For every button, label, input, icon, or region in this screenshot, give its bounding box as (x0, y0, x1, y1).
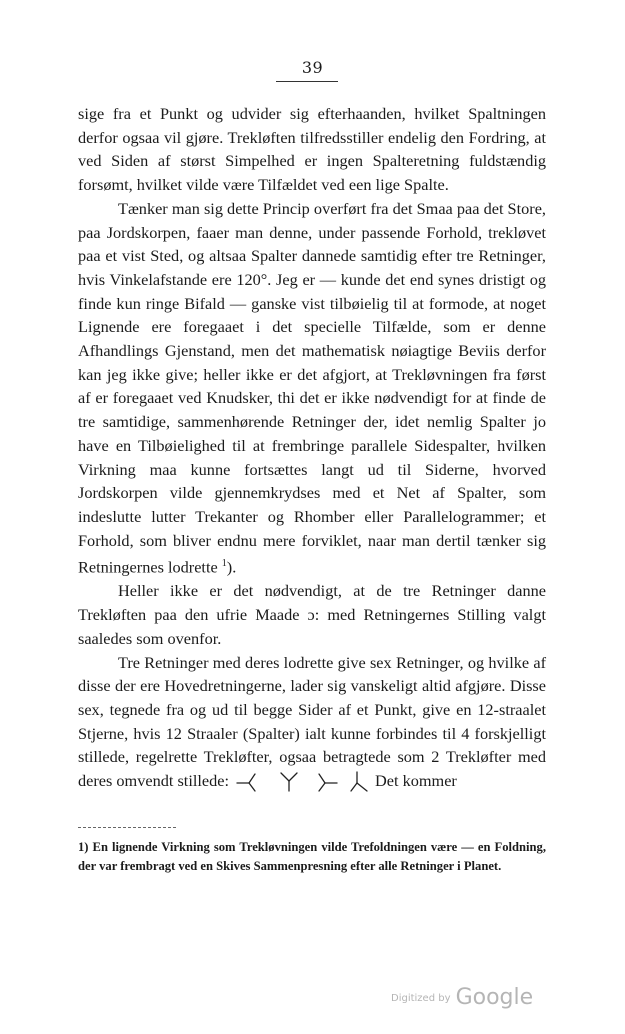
paragraph-1: sige fra et Punkt og udvider sig efterhaanden, hvilket Spaltningen derfor ogsaa vil gjøre. Trekløften tilfredsstiller endelig den Fordring, at ved Siden af størst Simpelhed er ingen Spalteretning fuldstændig forsømt, hvilket vilde være Tilfældet ved een lige Spalte. (78, 104, 546, 195)
paragraph-4-text: Tre Retninger med deres lodrette give sex Retninger, og hvilke af disse der ere Hovedretningerne, lader sig vanskeligt altid afgjøre. Disse sex, tegnede fra og ud til begge Sider af et Punkt, give en 12-straalet Stjerne, hvis 12 Straaler (Spalter) ialt kunne forbindes til 4 forskjelligt stillede, regelrette Trekløfter, ogsaa betragtede som 2 Trekløfter med deres omvendt stillede: (78, 652, 546, 791)
trefoil-symbol-1 (237, 774, 255, 791)
footnote-marker: 1) (78, 840, 89, 854)
page-number-rule (276, 81, 338, 82)
footnote-text: En lignende Virkning som Trekløvningen vilde Trefoldningen være — en Foldning, der var frembragt ved en Skives Sammenpresning efter alle Retninger i Planet. (78, 840, 546, 873)
digitized-watermark (391, 985, 533, 1010)
paragraph-4 (78, 651, 546, 793)
footnote-reference-close: ). (226, 557, 237, 577)
trefoil-symbol-4 (351, 772, 367, 791)
footnote-reference: 1 (221, 558, 227, 570)
watermark-prefix: Digitized by (391, 993, 451, 1004)
paragraph-4-tail: Det kommer (375, 771, 457, 791)
paragraph-2-text: Tænker man sig dette Princip overført fra det Smaa paa det Store, paa Jordskorpen, faaer man denne, under passende Forhold, trekløvet paa et vist Sted, og altsaa Spalter dannede samtidig efter tre Retninger, hvis Vinkelafstande ere 120°. Jeg er — kunde det end synes dristigt og finde kun ringe Bifald — ganske vist tilbøielig til at formode, at noget Lignende ere foregaaet i det specielle Tilfælde, som er denne Afhandlings Gjenstand, men det mathematisk nøiagtige Beviis derfor kan jeg ikke give; heller ikke er det afgjort, at Trekløvningen fra først af er foregaaet ved Knudsker, thi det er ikke nødvendigt for at finde de tre samtidige, sammenhørende Retninger der, idet nemlig Spalter jo have en Tilbøielighed til at frembringe parallele Sidespalter, hvilken Virkning maa kunne fortsættes langt ud til Siderne, hvorved Jordskorpen vilde gjennemkrydses med et Net af Spalter, som indeslutte lutter Trekanter og Rhomber eller Parallelogrammer; et Forhold, som bliver endnu mere forviklet, naar man dertil tænker sig Retningernes lodrette (78, 198, 546, 577)
trefoil-symbols-figure (233, 770, 369, 792)
trefoil-symbol-2 (281, 773, 297, 791)
paragraph-2 (78, 197, 546, 580)
main-text (78, 102, 546, 793)
footnote-separator (78, 827, 176, 828)
watermark-brand: Google (455, 985, 534, 1010)
trefoil-symbol-3 (319, 774, 337, 791)
footnote (78, 838, 546, 876)
paragraph-3: Heller ikke er det nødvendigt, at de tre Retninger danne Trekløften paa den ufrie Maade ɔ: med Retningernes Stilling valgt saaledes som ovenfor. (78, 581, 546, 648)
page-number: 39 (301, 58, 324, 77)
trefoil-symbols-svg (233, 770, 369, 792)
